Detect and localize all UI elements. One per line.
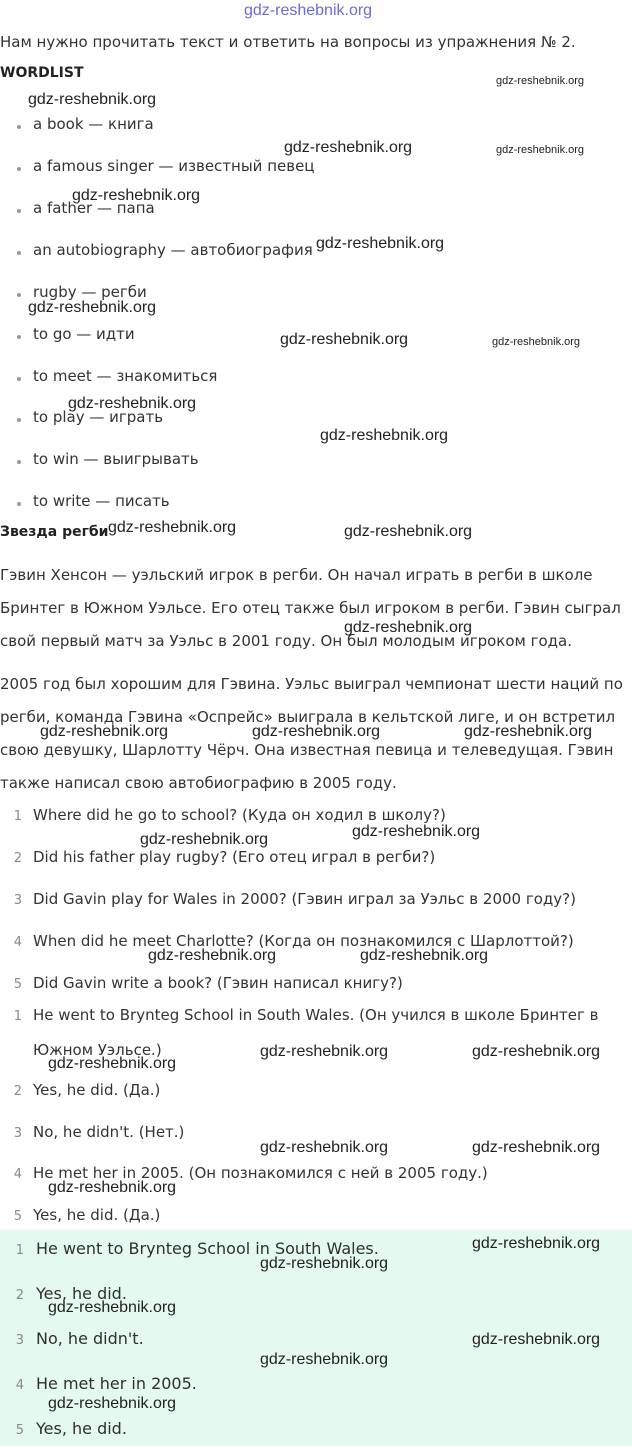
watermark: gdz-reshebnik.org	[260, 1043, 389, 1060]
question-text: Did Gavin write a book? (Гэвин написал книгу?)	[33, 974, 403, 992]
watermark: gdz-reshebnik.org	[140, 831, 269, 848]
bullet-icon	[17, 502, 21, 506]
watermark: gdz-reshebnik.org	[260, 1351, 389, 1368]
intro-text: Нам нужно прочитать текст и ответить на вопросы из упражнения № 2.	[0, 33, 576, 51]
story-line: свой первый матч за Уэльс в 2001 году. Он был молодым игроком года.	[0, 632, 572, 650]
watermark: gdz-reshebnik.org	[48, 1179, 177, 1196]
bullet-icon	[17, 377, 21, 381]
story-line: также написал свою автобиографию в 2005 году.	[0, 774, 397, 792]
answer-text: Yes, he did. (Да.)	[33, 1081, 161, 1099]
answer-number: 2	[13, 1084, 22, 1099]
watermark: gdz-reshebnik.org	[316, 235, 445, 252]
story-line: Бринтег в Южном Уэльсе. Его отец также был игроком в регби. Гэвин сыграл	[0, 599, 621, 617]
bullet-icon	[17, 335, 21, 339]
watermark: gdz-reshebnik.org	[252, 723, 381, 740]
wordlist-item: rugby — регби	[33, 283, 147, 301]
watermark: gdz-reshebnik.org	[108, 519, 237, 536]
wordlist-item: to win — выигрывать	[33, 450, 199, 468]
question-text: Did Gavin play for Wales in 2000? (Гэвин играл за Уэльс в 2000 году?)	[33, 890, 576, 908]
watermark: gdz-reshebnik.org	[48, 1395, 177, 1412]
wordlist-item: an autobiography — автобиография	[33, 241, 313, 259]
bullet-icon	[17, 209, 21, 213]
watermark: gdz-reshebnik.org	[72, 187, 201, 204]
final-answer-number: 4	[15, 1378, 24, 1393]
watermark: gdz-reshebnik.org	[148, 947, 277, 964]
answer-text-continued: Южном Уэльсе.)	[33, 1041, 162, 1059]
story-title: Звезда регби	[0, 524, 109, 540]
watermark: gdz-reshebnik.org	[472, 1235, 601, 1252]
answer-text: No, he didn't. (Нет.)	[33, 1123, 185, 1141]
wordlist-item: a book — книга	[33, 115, 154, 133]
watermark: gdz-reshebnik.org	[260, 1139, 389, 1156]
wordlist-item: to go — идти	[33, 325, 135, 343]
bullet-icon	[17, 418, 21, 422]
watermark: gdz-reshebnik.org	[496, 75, 585, 87]
question-number: 1	[13, 809, 22, 824]
question-text: When did he meet Charlotte? (Когда он познакомился с Шарлоттой?)	[33, 932, 574, 950]
watermark-top: gdz-reshebnik.org	[244, 2, 373, 19]
watermark: gdz-reshebnik.org	[360, 947, 489, 964]
watermark: gdz-reshebnik.org	[28, 299, 157, 316]
watermark: gdz-reshebnik.org	[344, 523, 473, 540]
final-answer-text: Yes, he did.	[36, 1419, 127, 1438]
watermark: gdz-reshebnik.org	[284, 139, 413, 156]
answer-number: 3	[13, 1126, 22, 1141]
question-number: 4	[13, 935, 22, 950]
wordlist-item: to meet — знакомиться	[33, 367, 218, 385]
question-number: 2	[13, 851, 22, 866]
watermark: gdz-reshebnik.org	[352, 823, 481, 840]
story-line: регби, команда Гэвина «Оспрейс» выиграла в кельтской лиге, и он встретил	[0, 708, 616, 726]
final-answer-number: 3	[15, 1333, 24, 1348]
final-answer-text: He went to Brynteg School in South Wales.	[36, 1239, 379, 1258]
wordlist-item: to write — писать	[33, 492, 170, 510]
final-answer-text: Yes, he did.	[36, 1284, 127, 1303]
answer-number: 1	[13, 1009, 22, 1024]
watermark: gdz-reshebnik.org	[344, 619, 473, 636]
question-text: Where did he go to school? (Куда он ходил в школу?)	[33, 806, 446, 824]
final-answer-number: 2	[15, 1288, 24, 1303]
watermark: gdz-reshebnik.org	[320, 427, 449, 444]
answer-text: He met her in 2005. (Он познакомился с ней в 2005 году.)	[33, 1164, 488, 1182]
watermark: gdz-reshebnik.org	[28, 91, 157, 108]
answer-text: He went to Brynteg School in South Wales. (Он учился в школе Бринтег в	[33, 1006, 599, 1024]
story-line: 2005 год был хорошим для Гэвина. Уэльс выиграл чемпионат шести наций по	[0, 675, 623, 693]
wordlist-item: to play — играть	[33, 408, 164, 426]
answer-number: 5	[13, 1209, 22, 1224]
final-answer-number: 5	[15, 1423, 24, 1438]
question-number: 3	[13, 893, 22, 908]
watermark: gdz-reshebnik.org	[464, 723, 593, 740]
bullet-icon	[17, 460, 21, 464]
watermark: gdz-reshebnik.org	[472, 1331, 601, 1348]
story-line: Гэвин Хенсон — уэльский игрок в регби. Он начал играть в регби в школе	[0, 566, 593, 584]
story-line: свою девушку, Шарлотту Чёрч. Она известная певица и телеведущая. Гэвин	[0, 741, 614, 759]
watermark: gdz-reshebnik.org	[472, 1139, 601, 1156]
question-number: 5	[13, 977, 22, 992]
watermark: gdz-reshebnik.org	[40, 723, 169, 740]
watermark: gdz-reshebnik.org	[48, 1299, 177, 1316]
final-answer-text: No, he didn't.	[36, 1329, 144, 1348]
wordlist-item: a famous singer — известный певец	[33, 157, 315, 175]
watermark: gdz-reshebnik.org	[48, 1055, 177, 1072]
bullet-icon	[17, 251, 21, 255]
final-answer-text: He met her in 2005.	[36, 1374, 197, 1393]
wordlist-title: WORDLIST	[0, 65, 84, 81]
watermark: gdz-reshebnik.org	[492, 336, 581, 348]
final-answer-number: 1	[15, 1243, 24, 1258]
bullet-icon	[17, 293, 21, 297]
watermark: gdz-reshebnik.org	[472, 1043, 601, 1060]
watermark: gdz-reshebnik.org	[496, 144, 585, 156]
watermark: gdz-reshebnik.org	[280, 331, 409, 348]
watermark: gdz-reshebnik.org	[260, 1255, 389, 1272]
bullet-icon	[17, 125, 21, 129]
wordlist-item: a father — папа	[33, 199, 155, 217]
bullet-icon	[17, 167, 21, 171]
answer-text: Yes, he did. (Да.)	[33, 1206, 161, 1224]
answer-number: 4	[13, 1167, 22, 1182]
question-text: Did his father play rugby? (Его отец играл в регби?)	[33, 848, 436, 866]
watermark: gdz-reshebnik.org	[68, 395, 197, 412]
